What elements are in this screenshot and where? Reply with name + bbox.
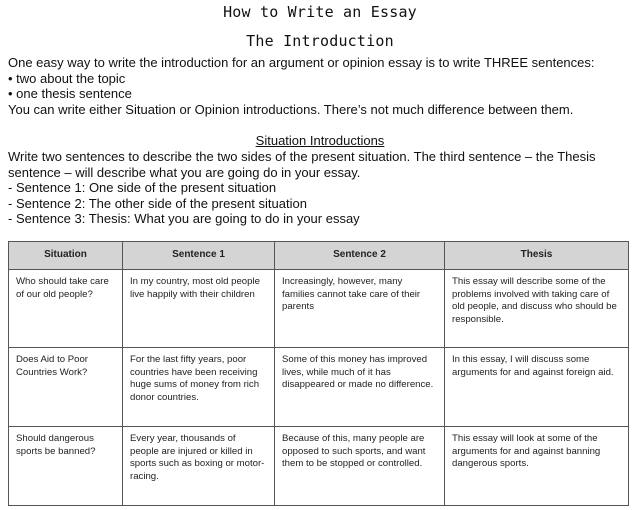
- situation-description-line-1: Write two sentences to describe the two sides of the present situation. The third sentence – the Thesis: [8, 149, 596, 164]
- table-cell: For the last fifty years, poor countries have been receiving huge sums of money from rich donor countries.: [123, 348, 275, 427]
- sentence-1-description: - Sentence 1: One side of the present situation: [8, 180, 277, 196]
- table-cell: Because of this, many people are opposed to such sports, and want them to be stopped or controlled.: [275, 427, 445, 506]
- table-cell: Some of this money has improved lives, while much of it has disappeared or made no difference.: [275, 348, 445, 427]
- intro-bullet-thesis: • one thesis sentence: [8, 86, 132, 102]
- table-cell: Does Aid to Poor Countries Work?: [9, 348, 123, 427]
- table-cell: Increasingly, however, many families cannot take care of their parents: [275, 270, 445, 348]
- intro-note: You can write either Situation or Opinion introductions. There’s not much difference between them.: [8, 101, 574, 117]
- header-thesis: Thesis: [445, 242, 629, 270]
- section-heading: Situation Introductions: [255, 133, 385, 148]
- situation-description-line-2: sentence – will describe what you are going do in your essay.: [8, 164, 361, 180]
- table-cell: This essay will look at some of the arguments for and against banning dangerous sports.: [445, 427, 629, 506]
- situation-section: [8, 149, 634, 227]
- table-cell: In this essay, I will discuss some arguments for and against foreign aid.: [445, 348, 629, 427]
- page-subtitle: The Introduction: [246, 32, 394, 50]
- table-row: [9, 427, 629, 506]
- table-cell: Should dangerous sports be banned?: [9, 427, 123, 506]
- table-cell: This essay will describe some of the problems involved with taking care of old people, and discuss who should be responsible.: [445, 270, 629, 348]
- table-cell: Every year, thousands of people are injured or killed in sports such as boxing or motor-racing.: [123, 427, 275, 506]
- header-situation: Situation: [9, 242, 123, 270]
- table-cell: In my country, most old people live happily with their children: [123, 270, 275, 348]
- sentence-2-description: - Sentence 2: The other side of the present situation: [8, 195, 307, 211]
- table-row: [9, 270, 629, 348]
- intro-bullet-topic: • two about the topic: [8, 70, 126, 86]
- header-sentence-2: Sentence 2: [275, 242, 445, 270]
- header-sentence-1: Sentence 1: [123, 242, 275, 270]
- table-row: [9, 348, 629, 427]
- sentence-3-description: - Sentence 3: Thesis: What you are going to do in your essay: [8, 211, 360, 227]
- intro-section: [8, 55, 634, 117]
- page-title: How to Write an Essay: [223, 3, 417, 21]
- table-header-row: [9, 242, 629, 270]
- examples-table: [8, 241, 629, 506]
- intro-paragraph: One easy way to write the introduction for an argument or opinion essay is to write THREE sentences:: [8, 55, 595, 70]
- table-cell: Who should take care of our old people?: [9, 270, 123, 348]
